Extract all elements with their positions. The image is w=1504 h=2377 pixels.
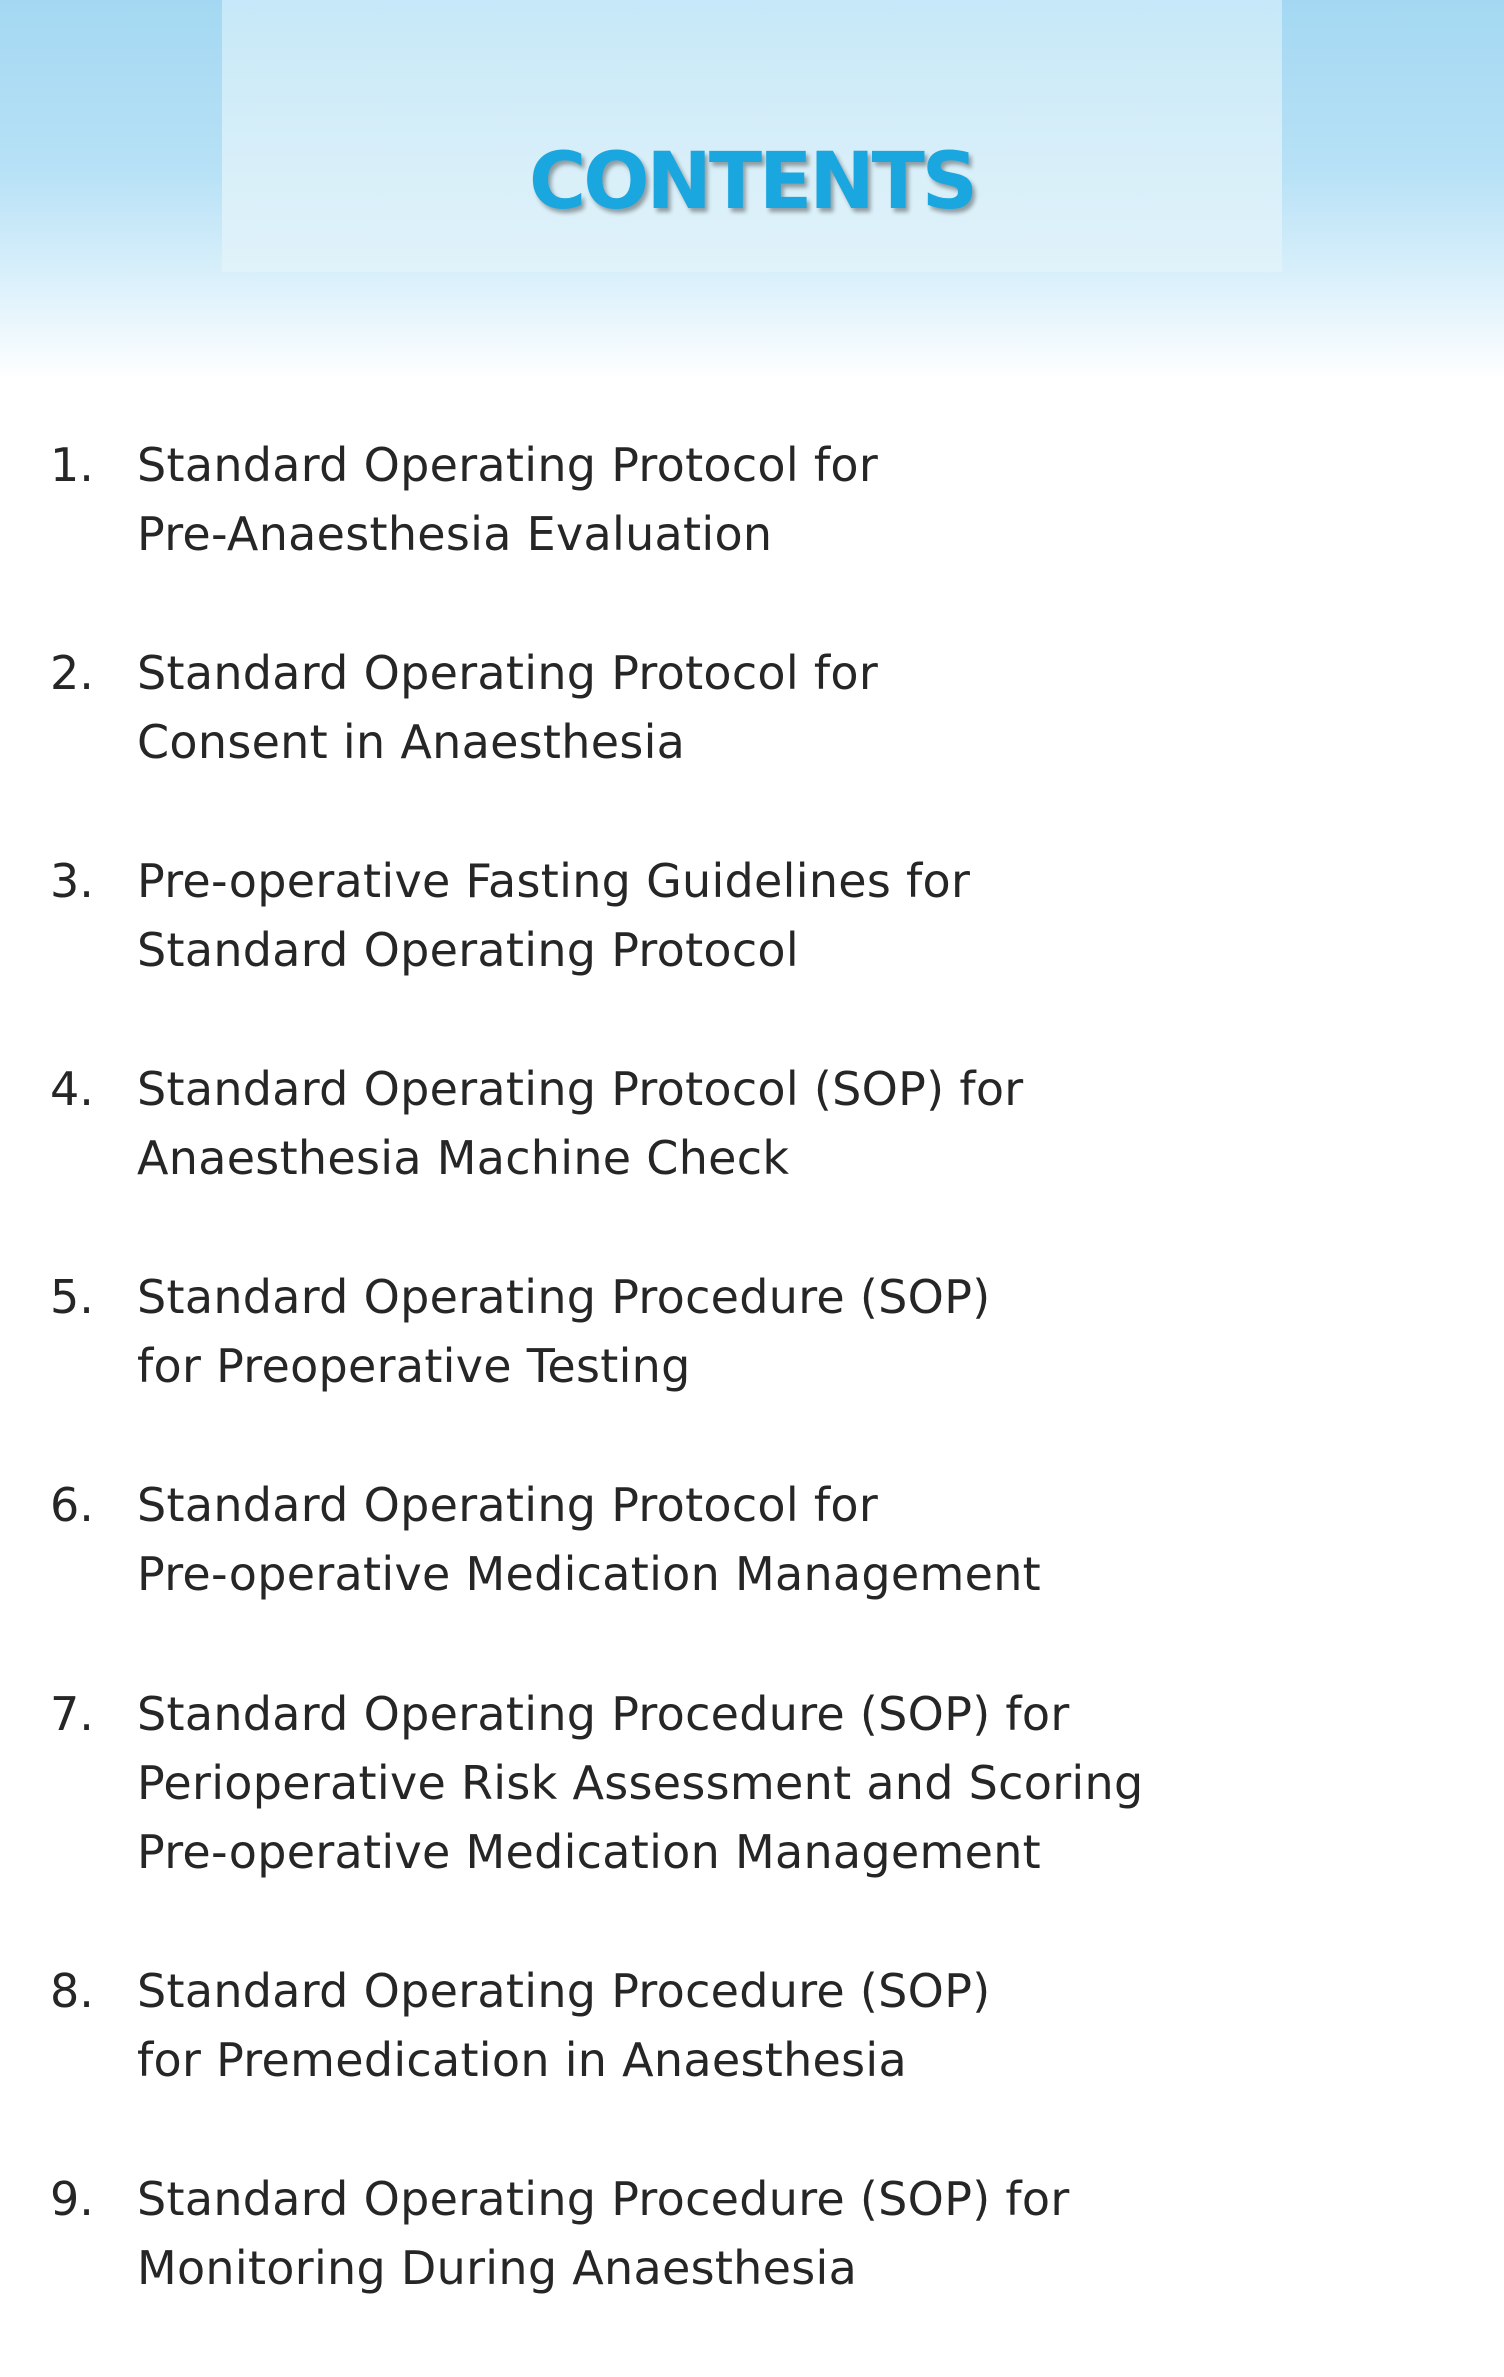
toc-item-line: Pre-Anaesthesia Evaluation [137, 507, 773, 561]
toc-item-line: Pre-operative Medication Management [137, 1825, 1041, 1879]
toc-item-number: 8. [50, 1964, 94, 2018]
toc-item-line: Standard Operating Protocol for [137, 1478, 879, 1532]
toc-item-title [137, 639, 1437, 777]
toc-item-line: Standard Operating Procedure (SOP) for [137, 1687, 1070, 1741]
toc-item-number: 2. [50, 646, 94, 700]
toc-item-line: Standard Operating Procedure (SOP) for [137, 2172, 1070, 2226]
toc-item-title [137, 1471, 1437, 1609]
toc-item-number: 1. [50, 438, 94, 492]
toc-item-line: Standard Operating Protocol for [137, 438, 879, 492]
toc-item-title [137, 847, 1437, 985]
toc-item-title [137, 2165, 1437, 2303]
toc-item-line: Anaesthesia Machine Check [137, 1131, 790, 1185]
toc-item-line: for Preoperative Testing [137, 1339, 691, 1393]
toc-item-number: 7. [50, 1687, 94, 1741]
toc-item-title [137, 431, 1437, 569]
toc-item-number: 6. [50, 1478, 94, 1532]
toc-item-title [137, 1263, 1437, 1401]
toc-item-line: for Premedication in Anaesthesia [137, 2033, 907, 2087]
toc-item-line: Pre-operative Medication Management [137, 1547, 1041, 1601]
toc-item-number: 3. [50, 854, 94, 908]
toc-item-line: Standard Operating Procedure (SOP) [137, 1964, 991, 2018]
toc-item-title [137, 1055, 1437, 1193]
toc-item-line: Consent in Anaesthesia [137, 715, 686, 769]
toc-item-line: Monitoring During Anaesthesia [137, 2241, 858, 2295]
toc-item-line: Standard Operating Protocol [137, 923, 799, 977]
toc-item-title [137, 1680, 1437, 1887]
page-title: CONTENTS [529, 137, 975, 227]
toc-item-line: Pre-operative Fasting Guidelines for [137, 854, 971, 908]
toc-item-line: Perioperative Risk Assessment and Scoring [137, 1756, 1144, 1810]
toc-item-line: Standard Operating Procedure (SOP) [137, 1270, 991, 1324]
toc-item-title [137, 1957, 1437, 2095]
toc-item-number: 9. [50, 2172, 94, 2226]
toc-item-line: Standard Operating Protocol for [137, 646, 879, 700]
toc-item-line: Standard Operating Protocol (SOP) for [137, 1062, 1024, 1116]
toc-item-number: 4. [50, 1062, 94, 1116]
toc-item-number: 5. [50, 1270, 94, 1324]
